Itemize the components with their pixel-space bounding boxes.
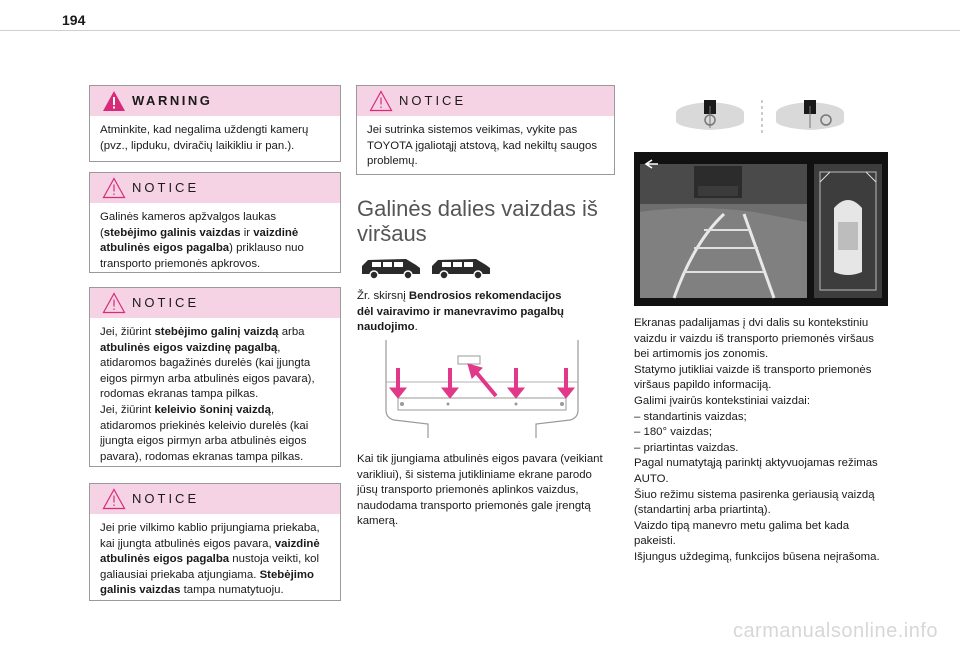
warning-line: (pvz., lipduku, dviračių laikikliu ir pan.). xyxy=(100,139,295,152)
van-icon xyxy=(430,256,492,280)
top-rule xyxy=(0,30,960,31)
notice-triangle-icon xyxy=(102,292,126,314)
notice-line: galiausiai priekaba atjungiama. Stebėjimo xyxy=(100,568,315,581)
reference-text: Žr. skirsnį Bendrosios rekomendacijos dėl vairavimo ir manevravimo pagalbų naudojimo. xyxy=(357,290,565,334)
warning-header xyxy=(90,86,340,116)
notice-line: eigos pirmyn arba atbulinės eigos pavara), xyxy=(100,372,315,385)
notice-line: pavara), rodomas ekranas tampa pilkas. xyxy=(100,450,304,463)
mirror-illustration xyxy=(670,96,850,142)
notice-line: problemų. xyxy=(367,155,418,168)
section-body: Kai tik įjungiama atbulinės eigos pavara (veikiant varikliui), ši sistema jutikliniame ekrane parodo jūsų transporto priemonės aplinkos vaizdus, naudodama transporto priemonės gale įrengtą kamerą. xyxy=(357,453,603,528)
rear-camera-illustration xyxy=(378,340,586,440)
notice-line: atidaromos priekinės keleivio durelės (kai xyxy=(100,419,309,432)
notice-title: NOTICE xyxy=(132,491,200,506)
notice-line: TOYOTA įgaliotąjį atstovą, kad nekiltų saugos xyxy=(367,139,598,152)
notice-box xyxy=(89,172,341,273)
warning-box xyxy=(89,85,341,162)
warning-triangle-icon xyxy=(102,90,126,112)
warning-line: Atminkite, kad negalima uždengti kamerų xyxy=(100,124,309,136)
notice-header xyxy=(357,86,614,116)
notice-line: Jei, žiūrint stebėjimo galinį vaizdą arba xyxy=(100,326,305,338)
notice-line: Jei prie vilkimo kablio prijungiama priekaba, xyxy=(100,522,320,534)
page-number: 194 xyxy=(62,12,86,28)
notice-triangle-icon xyxy=(102,488,126,510)
van-icon xyxy=(360,256,422,280)
camera-screen xyxy=(634,152,888,306)
notice-triangle-icon xyxy=(102,177,126,199)
notice-line: (stebėjimo galinis vaizdas ir vaizdinė xyxy=(100,226,299,239)
notice-header xyxy=(90,173,340,203)
notice-box xyxy=(89,483,341,601)
notice-line: atbulinės eigos pagalba nustoja veikti, kol xyxy=(100,553,320,566)
notice-header xyxy=(90,484,340,514)
notice-box xyxy=(89,287,341,467)
notice-line: Galinės kameros apžvalgos laukas xyxy=(100,211,277,223)
section-title: Galinės dalies vaizdas iš viršaus xyxy=(357,196,598,246)
notice-header xyxy=(90,288,340,318)
notice-line: atbulinės eigos pagalba) priklauso nuo xyxy=(100,242,304,255)
notice-title: NOTICE xyxy=(132,180,200,195)
notice-line: galinis vaizdas tampa numatytuoju. xyxy=(100,584,284,597)
notice-line: atidaromos bagažinės durelės (kai įjungta xyxy=(100,357,311,370)
right-column-text: Ekranas padalijamas į dvi dalis su kontekstiniu vaizdu ir vaizdu iš transporto priemonės viršaus bei artimomis jos zonomis. Statymo jutikliai vaizde iš transporto priemonės viršaus papildo informaciją. Galimi įvairūs kontekstiniai vaizdai: – standartinis vaizdas; – 180° vaizdas; – priartintas vaizdas. Pagal numatytąją parinktį aktyvuojamas režimas AUTO. Šiuo režimu sistema pasirenka geriausią vaizdą (standartinį arba priartintą). Vaizdo tipą manevro metu galima bet kada pakeisti. Išjungus uždegimą, funkcijos būsena neįrašoma. xyxy=(634,317,880,563)
notice-line: Jei, žiūrint keleivio šoninį vaizdą, xyxy=(100,403,275,416)
notice-line: Jei sutrinka sistemos veikimas, vykite pas xyxy=(367,124,578,136)
watermark: carmanualsonline.info xyxy=(732,620,938,642)
notice-line: atbulinės eigos vaizdinę pagalbą, xyxy=(100,341,281,354)
warning-title: WARNING xyxy=(132,93,213,108)
notice-line: rodomas ekranas tampa pilkas. xyxy=(100,388,259,401)
notice-line: įjungta eigos pirmyn arba atbulinės eigos xyxy=(100,435,307,448)
notice-box xyxy=(356,85,615,175)
notice-title: NOTICE xyxy=(132,295,200,310)
notice-line: transporto priemonės apkrovos. xyxy=(100,257,261,270)
notice-title: NOTICE xyxy=(399,93,467,108)
notice-triangle-icon xyxy=(369,90,393,112)
notice-line: kai įjungta atbulinės eigos pavara, vaizdinė xyxy=(100,537,320,550)
